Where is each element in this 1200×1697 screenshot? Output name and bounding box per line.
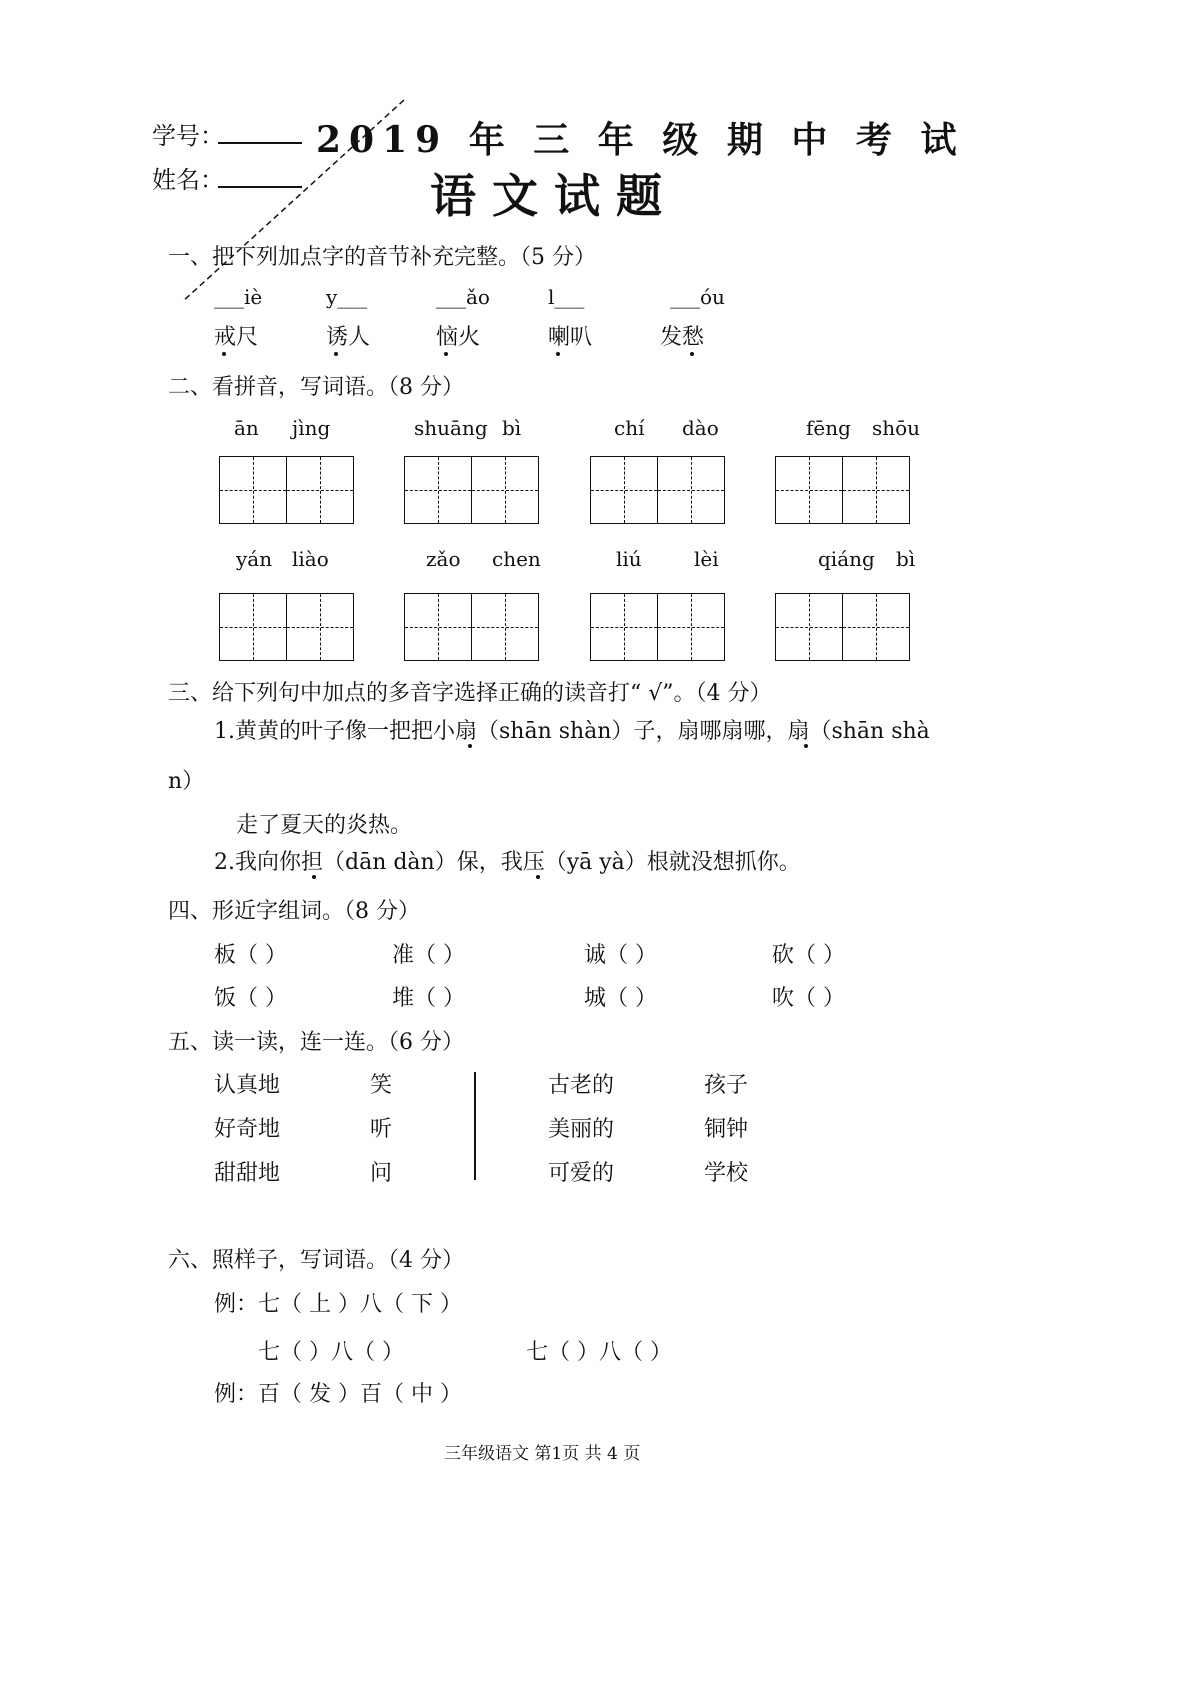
pinyin: jìng — [292, 416, 331, 440]
emphasis-dot — [444, 352, 448, 356]
emphasis-dot — [690, 352, 694, 356]
emphasis-dot — [468, 744, 472, 748]
example-1: 例：七（ 上 ）八（ 下 ） — [214, 1292, 462, 1317]
pinyin: zǎo — [426, 547, 461, 571]
pinyin: shuāng — [414, 416, 488, 440]
char-item[interactable]: 诚（ ） — [584, 943, 657, 968]
writing-grid[interactable] — [775, 593, 910, 661]
match-left-b[interactable]: 问 — [370, 1161, 393, 1186]
char-item[interactable]: 砍（ ） — [772, 943, 845, 968]
char-item[interactable]: 吹（ ） — [772, 986, 845, 1011]
pinyin-blank-1[interactable]: ___iè — [214, 285, 263, 309]
pinyin: dào — [682, 416, 719, 440]
answer-blank-1[interactable]: 七（ ）八（ ） — [258, 1340, 404, 1365]
match-left-a[interactable]: 甜甜地 — [214, 1161, 281, 1186]
emphasis-dot — [222, 352, 226, 356]
exam-title: 2019 年 三 年 级 期 中 考 试 — [316, 119, 965, 161]
emphasis-dot — [556, 352, 560, 356]
pinyin: qiáng — [818, 547, 875, 571]
section-6-heading: 六、照样子，写词语。（4 分） — [168, 1248, 464, 1273]
emphasis-dot — [804, 744, 808, 748]
pinyin: liú — [616, 547, 642, 571]
match-right-a[interactable]: 美丽的 — [548, 1117, 615, 1142]
char-item[interactable]: 饭（ ） — [214, 986, 287, 1011]
writing-grid[interactable] — [775, 456, 910, 524]
writing-grid[interactable] — [219, 456, 354, 524]
section-5-heading: 五、读一读，连一连。（6 分） — [168, 1030, 464, 1055]
writing-grid[interactable] — [590, 456, 725, 524]
match-left-b[interactable]: 听 — [370, 1117, 393, 1142]
word-5: 发愁 — [660, 325, 705, 350]
word-4: 喇叭 — [548, 325, 593, 350]
pinyin: bì — [502, 416, 522, 440]
name-label: 姓名： — [152, 166, 224, 194]
char-item[interactable]: 板（ ） — [214, 943, 287, 968]
pinyin-blank-5[interactable]: ___óu — [670, 285, 725, 309]
match-right-a[interactable]: 古老的 — [548, 1073, 615, 1098]
writing-grid[interactable] — [590, 593, 725, 661]
pinyin-blank-2[interactable]: y___ — [326, 285, 368, 309]
pinyin-blank-4[interactable]: l___ — [548, 285, 585, 309]
char-item[interactable]: 准（ ） — [392, 943, 465, 968]
match-left-b[interactable]: 笑 — [370, 1073, 393, 1098]
sentence-1-wrap: n） — [168, 769, 205, 794]
example-2: 例：百（ 发 ）百（ 中 ） — [214, 1382, 462, 1407]
char-item[interactable]: 城（ ） — [584, 986, 657, 1011]
match-right-b[interactable]: 学校 — [704, 1161, 749, 1186]
word-3: 恼火 — [436, 325, 481, 350]
divider — [474, 1072, 476, 1180]
section-1-heading: 一、把下列加点字的音节补充完整。（5 分） — [168, 245, 596, 270]
emphasis-dot — [312, 875, 316, 879]
pinyin: shōu — [872, 416, 921, 440]
writing-grid[interactable] — [404, 456, 539, 524]
match-right-b[interactable]: 孩子 — [704, 1073, 749, 1098]
pinyin: lèi — [694, 547, 719, 571]
pinyin: chí — [614, 416, 645, 440]
sentence-1: 1.黄黄的叶子像一把把小扇（shān shàn）子，扇哪扇哪，扇（shān shà — [214, 719, 930, 744]
section-3-heading: 三、给下列句中加点的多音字选择正确的读音打“ √”。（4 分） — [168, 681, 772, 706]
pinyin: yán — [236, 547, 273, 571]
pinyin: ān — [234, 416, 259, 440]
writing-grid[interactable] — [219, 593, 354, 661]
writing-grid[interactable] — [404, 593, 539, 661]
exam-subtitle: 语 文 试 题 — [430, 169, 663, 223]
sentence-1-continued: 走了夏天的炎热。 — [236, 813, 413, 838]
pinyin: fēng — [806, 416, 851, 440]
page-footer: 三年级语文 第1页 共 4 页 — [444, 1444, 641, 1464]
char-item[interactable]: 堆（ ） — [392, 986, 465, 1011]
match-right-b[interactable]: 铜钟 — [704, 1117, 749, 1142]
pinyin-blank-3[interactable]: ___ǎo — [436, 285, 490, 309]
pinyin: liào — [292, 547, 329, 571]
match-right-a[interactable]: 可爱的 — [548, 1161, 615, 1186]
word-2: 诱人 — [326, 325, 371, 350]
binding-cut-line — [0, 0, 1200, 400]
word-1: 戒尺 — [214, 325, 259, 350]
match-left-a[interactable]: 好奇地 — [214, 1117, 281, 1142]
section-2-heading: 二、看拼音，写词语。（8 分） — [168, 375, 464, 400]
emphasis-dot — [536, 875, 540, 879]
pinyin: chen — [492, 547, 541, 571]
section-4-heading: 四、形近字组词。（8 分） — [168, 899, 420, 924]
answer-blank-2[interactable]: 七（ ）八（ ） — [526, 1340, 672, 1365]
pinyin: bì — [896, 547, 916, 571]
emphasis-dot — [334, 352, 338, 356]
match-left-a[interactable]: 认真地 — [214, 1073, 281, 1098]
sentence-2: 2.我向你担（dān dàn）保，我压（yā yà）根就没想抓你。 — [214, 850, 801, 875]
student-id-label: 学号： — [152, 122, 224, 150]
